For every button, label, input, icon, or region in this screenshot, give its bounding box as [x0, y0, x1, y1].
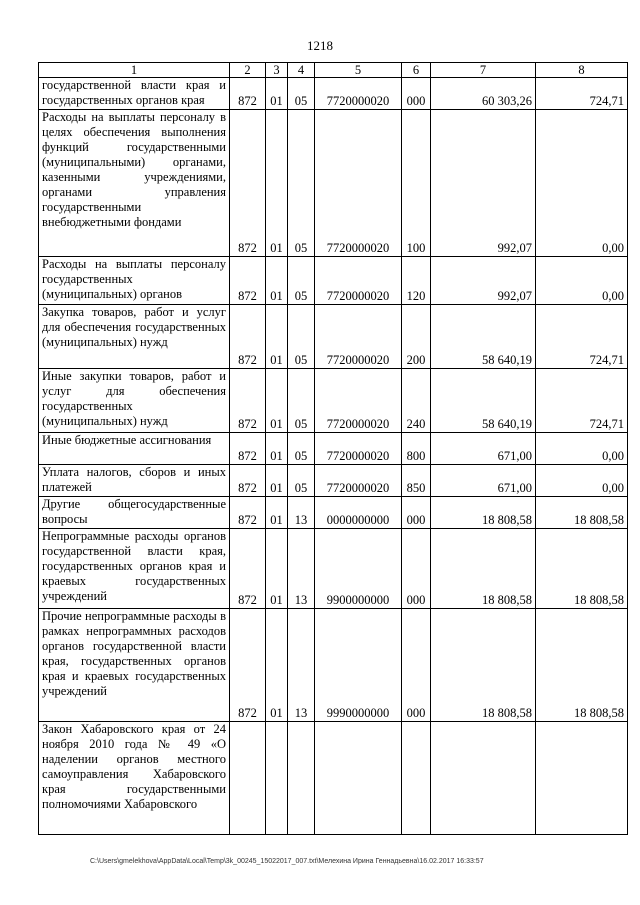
cell-amount-8: 724,71: [536, 305, 628, 369]
cell-target-article: 7720000020: [315, 257, 402, 305]
cell-section: [266, 722, 288, 835]
cell-amount-8: [536, 722, 628, 835]
cell-target-article: 9900000000: [315, 529, 402, 609]
cell-admin-code: 872: [230, 609, 266, 722]
row-name: Иные закупки товаров, работ и услуг для обеспечения государственных (муниципальных) нужд: [39, 369, 230, 433]
cell-expense-type: 850: [402, 465, 431, 497]
cell-amount-8: 18 808,58: [536, 497, 628, 529]
cell-target-article: 7720000020: [315, 465, 402, 497]
table-row: [39, 529, 628, 609]
cell-amount-8: 18 808,58: [536, 529, 628, 609]
cell-subsection: 05: [288, 369, 315, 433]
cell-amount-7: 671,00: [431, 433, 536, 465]
column-header: 7: [431, 63, 536, 78]
cell-expense-type: 800: [402, 433, 431, 465]
column-header: 2: [230, 63, 266, 78]
cell-expense-type: 100: [402, 110, 431, 257]
column-header: 8: [536, 63, 628, 78]
table-row: [39, 497, 628, 529]
cell-section: 01: [266, 257, 288, 305]
cell-subsection: 05: [288, 305, 315, 369]
cell-expense-type: 240: [402, 369, 431, 433]
cell-admin-code: 872: [230, 497, 266, 529]
cell-subsection: 05: [288, 110, 315, 257]
table-row: [39, 305, 628, 369]
file-path-footer: C:\Users\gmelekhova\AppData\Local\Temp\3k_00245_15022017_007.txt\Мелехина Ирина Геннадьевна\16.02.2017 16:33:57: [90, 858, 484, 865]
cell-amount-8: 0,00: [536, 257, 628, 305]
column-header: 5: [315, 63, 402, 78]
cell-expense-type: 000: [402, 529, 431, 609]
cell-admin-code: 872: [230, 305, 266, 369]
cell-target-article: 0000000000: [315, 497, 402, 529]
cell-amount-8: 0,00: [536, 465, 628, 497]
cell-expense-type: 200: [402, 305, 431, 369]
cell-section: 01: [266, 78, 288, 110]
row-name: Непрограммные расходы органов государственной власти края, государственных органов края и краевых государственных учреждений: [39, 529, 230, 609]
table-row: [39, 78, 628, 110]
cell-expense-type: [402, 722, 431, 835]
cell-amount-7: 58 640,19: [431, 369, 536, 433]
row-name: государственной власти края и государственных органов края: [39, 78, 230, 110]
table-row: [39, 110, 628, 257]
cell-target-article: 7720000020: [315, 110, 402, 257]
table-row: [39, 369, 628, 433]
cell-subsection: 13: [288, 609, 315, 722]
cell-section: 01: [266, 497, 288, 529]
cell-amount-7: [431, 722, 536, 835]
row-name: Прочие непрограммные расходы в рамках непрограммных расходов органов государственной власти края, государственных органов края и краевых государственных учреждений: [39, 609, 230, 722]
table-row: [39, 257, 628, 305]
cell-section: 01: [266, 465, 288, 497]
column-header: 3: [266, 63, 288, 78]
cell-amount-8: 0,00: [536, 110, 628, 257]
table-row: [39, 433, 628, 465]
cell-section: 01: [266, 529, 288, 609]
table-row: [39, 465, 628, 497]
cell-expense-type: 000: [402, 78, 431, 110]
cell-section: 01: [266, 110, 288, 257]
cell-admin-code: 872: [230, 257, 266, 305]
cell-amount-7: 671,00: [431, 465, 536, 497]
row-name: Уплата налогов, сборов и иных платежей: [39, 465, 230, 497]
cell-amount-8: 0,00: [536, 433, 628, 465]
cell-admin-code: 872: [230, 78, 266, 110]
cell-target-article: 7720000020: [315, 78, 402, 110]
cell-expense-type: 000: [402, 497, 431, 529]
cell-admin-code: 872: [230, 369, 266, 433]
cell-amount-7: 18 808,58: [431, 529, 536, 609]
cell-amount-7: 992,07: [431, 257, 536, 305]
row-name: Другие общегосударственные вопросы: [39, 497, 230, 529]
cell-subsection: 13: [288, 529, 315, 609]
row-name: Иные бюджетные ассигнования: [39, 433, 230, 465]
page-number: 1218: [307, 38, 333, 53]
cell-subsection: [288, 722, 315, 835]
cell-target-article: 7720000020: [315, 369, 402, 433]
table-row: [39, 722, 628, 835]
cell-amount-7: 60 303,26: [431, 78, 536, 110]
cell-section: 01: [266, 305, 288, 369]
cell-subsection: 05: [288, 78, 315, 110]
column-header: 6: [402, 63, 431, 78]
cell-admin-code: [230, 722, 266, 835]
cell-section: 01: [266, 433, 288, 465]
cell-subsection: 05: [288, 257, 315, 305]
cell-subsection: 05: [288, 465, 315, 497]
row-name: Закон Хабаровского края от 24 ноября 2010 года № 49 «О наделении органов местного самоуправления Хабаровского края государственными полномочиями Хабаровского: [39, 722, 230, 835]
cell-amount-7: 992,07: [431, 110, 536, 257]
cell-section: 01: [266, 369, 288, 433]
cell-admin-code: 872: [230, 433, 266, 465]
cell-admin-code: 872: [230, 110, 266, 257]
cell-target-article: 7720000020: [315, 433, 402, 465]
table-row: [39, 609, 628, 722]
row-name: Расходы на выплаты персоналу в целях обеспечения выполнения функций государственными (муниципальными) органами, казенными учреждениями, органами управления государственными внебюджетными фондами: [39, 110, 230, 257]
budget-table: [38, 62, 628, 835]
cell-section: 01: [266, 609, 288, 722]
cell-amount-7: 18 808,58: [431, 609, 536, 722]
cell-amount-7: 58 640,19: [431, 305, 536, 369]
cell-admin-code: 872: [230, 529, 266, 609]
cell-subsection: 05: [288, 433, 315, 465]
cell-amount-7: 18 808,58: [431, 497, 536, 529]
cell-expense-type: 000: [402, 609, 431, 722]
cell-target-article: [315, 722, 402, 835]
row-name: Расходы на выплаты персоналу государственных (муниципальных) органов: [39, 257, 230, 305]
column-header: 4: [288, 63, 315, 78]
column-header: 1: [39, 63, 230, 78]
cell-subsection: 13: [288, 497, 315, 529]
cell-amount-8: 724,71: [536, 78, 628, 110]
header-row: [39, 63, 628, 78]
cell-target-article: 7720000020: [315, 305, 402, 369]
cell-amount-8: 724,71: [536, 369, 628, 433]
cell-amount-8: 18 808,58: [536, 609, 628, 722]
cell-expense-type: 120: [402, 257, 431, 305]
cell-admin-code: 872: [230, 465, 266, 497]
row-name: Закупка товаров, работ и услуг для обеспечения государственных (муниципальных) нужд: [39, 305, 230, 369]
cell-target-article: 9990000000: [315, 609, 402, 722]
